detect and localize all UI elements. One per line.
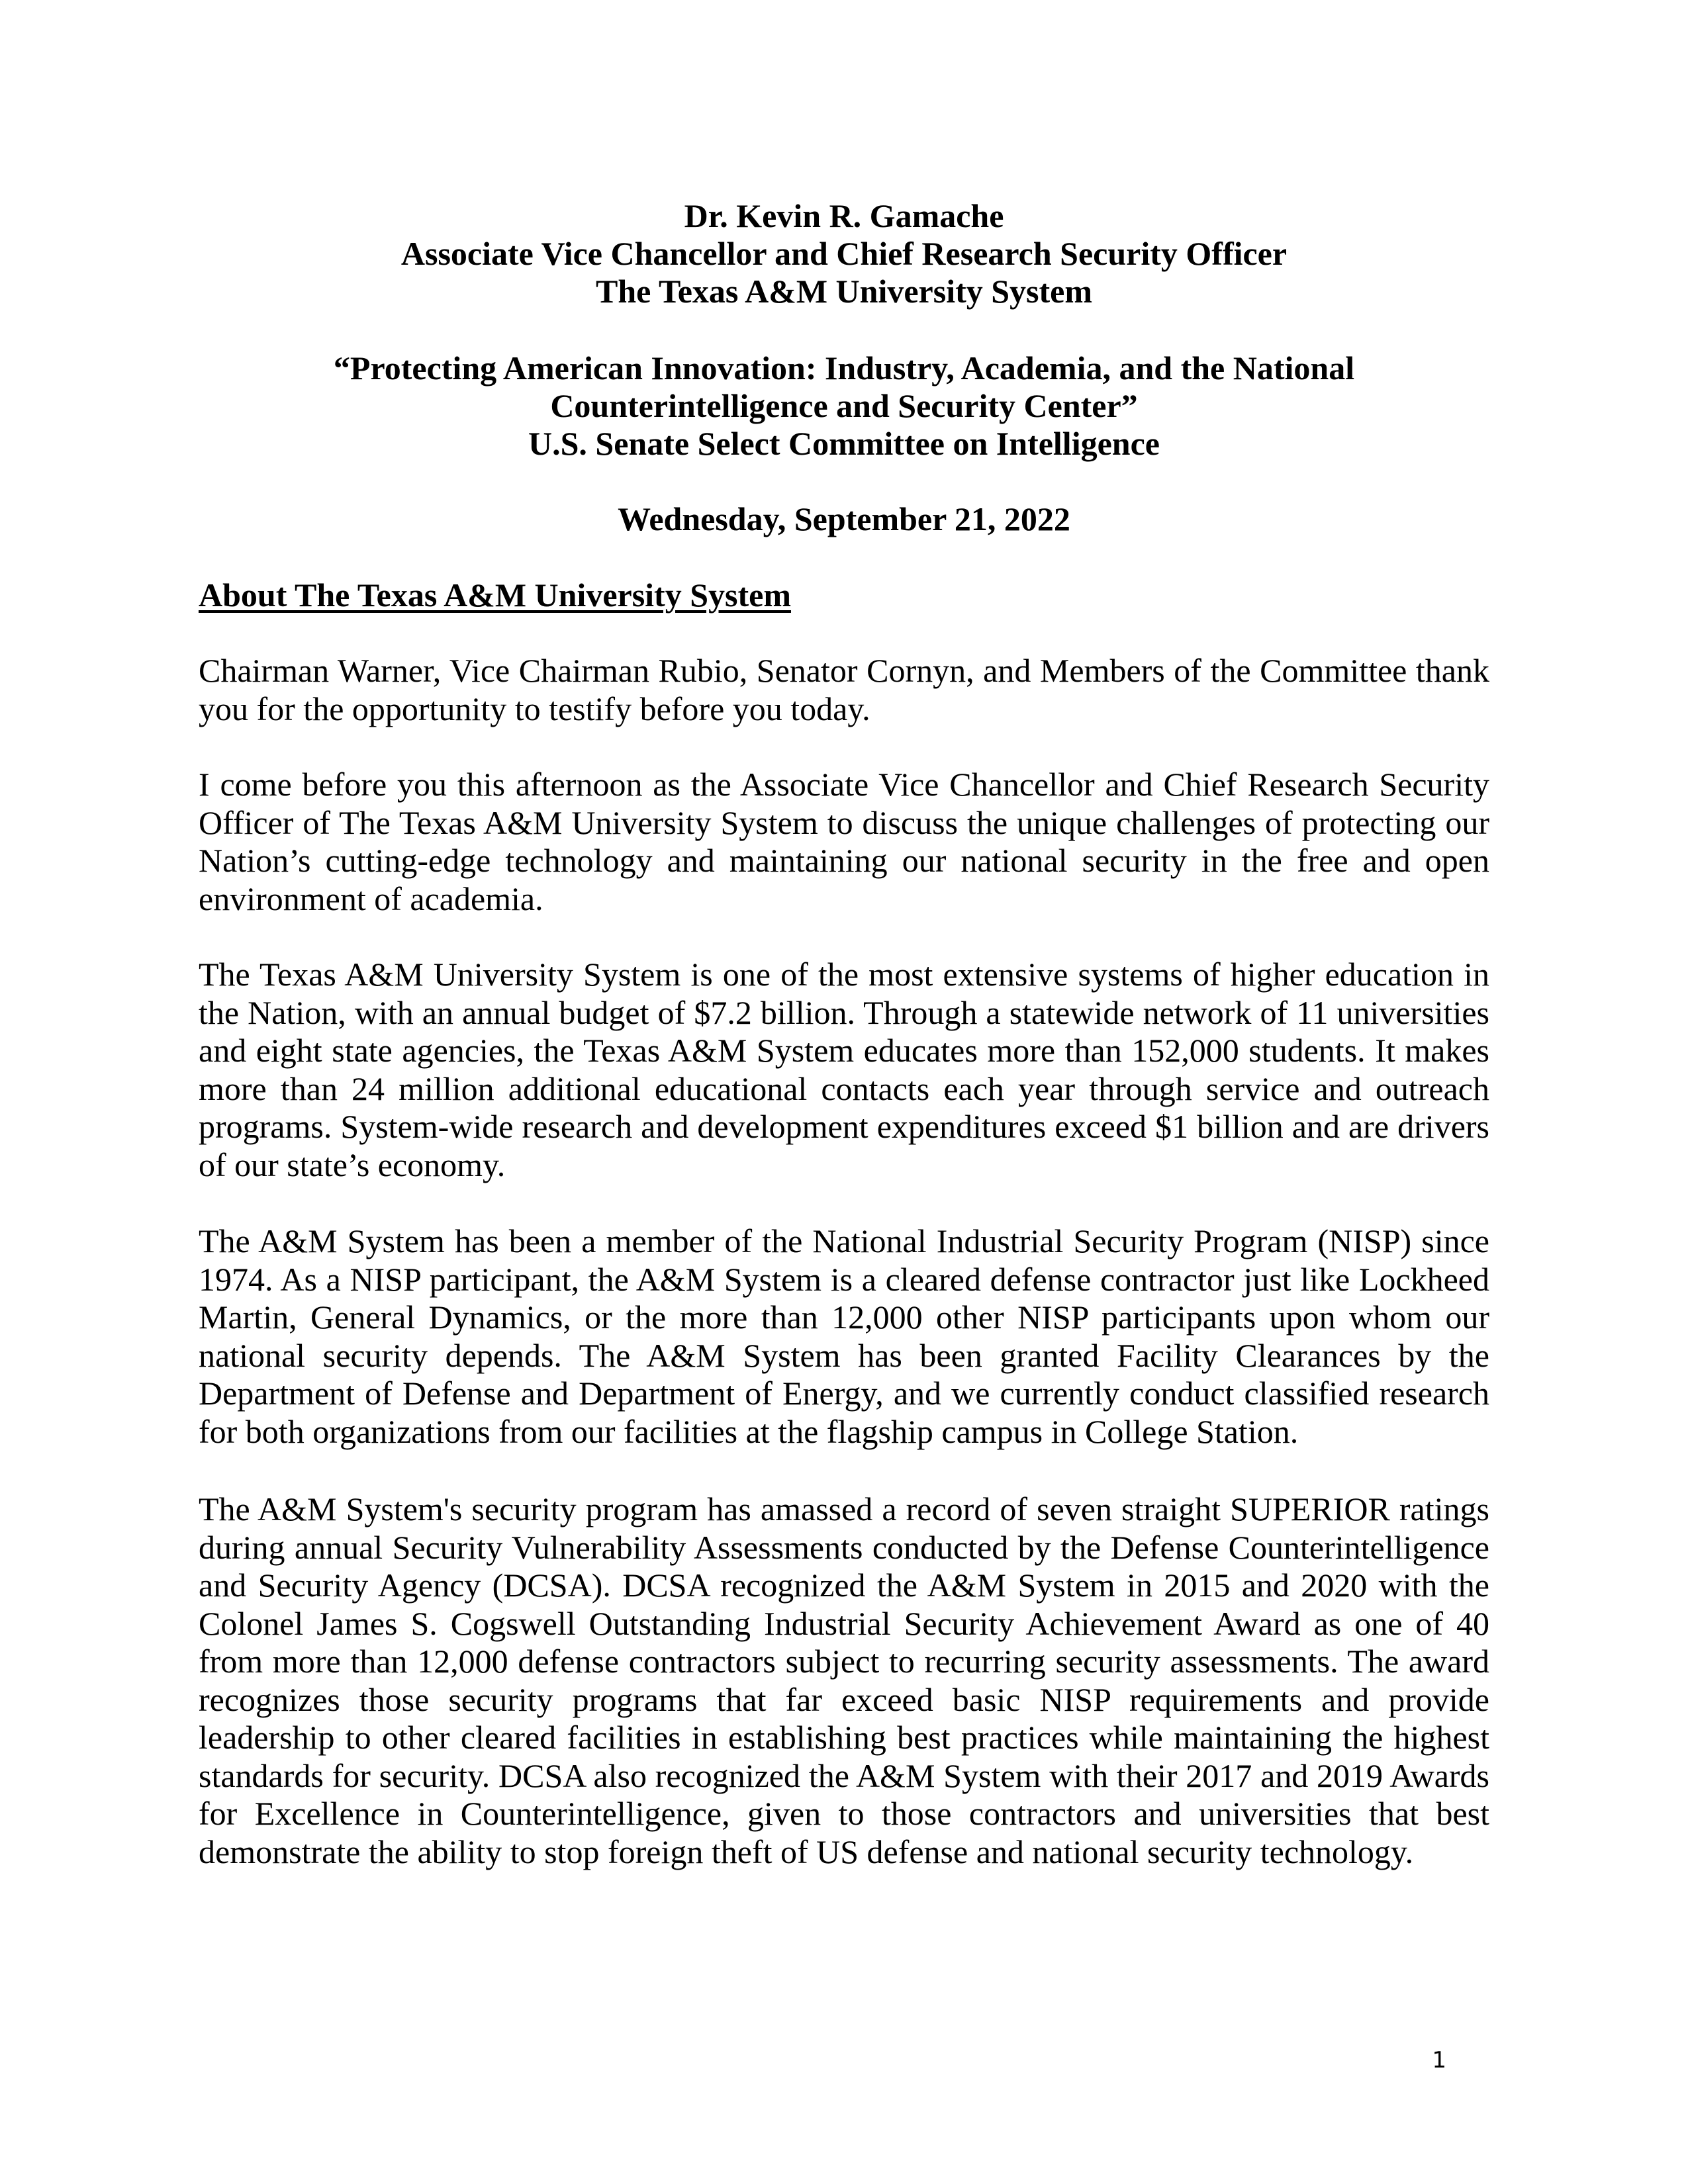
paragraph-system-overview: The Texas A&M University System is one of the most extensive systems of higher education in the Nation, with an annual budget of $7.2 billion. Through a statewide network of 11 universities and eight state agencies, the Texas A&M System educates more than 152,000 students. It makes more than 24 million additional educational contacts each year through service and outreach programs. System-wide research and development expenditures exceed $1 billion and are drivers of our state’s economy. xyxy=(199,956,1489,1183)
committee-name: U.S. Senate Select Committee on Intelligence xyxy=(528,425,1160,462)
paragraph-nisp-membership: The A&M System has been a member of the National Industrial Security Program (NISP) since 1974. As a NISP participant, the A&M System is a cleared defense contractor just like Lockheed Martin, General Dynamics, or the more than 12,000 other NISP participants upon whom our national security depends. The A&M System has been granted Facility Clearances by the Department of Defense and Department of Energy, and we currently conduct classified research for both organizations from our facilities at the flagship campus in College Station. xyxy=(199,1222,1489,1450)
paragraph-security-awards: The A&M System's security program has amassed a record of seven straight SUPERIOR ratings during annual Security Vulnerability Assessments conducted by the Defense Counterintelligence and Security Agency (DCSA). DCSA recognized the A&M System in 2015 and 2020 with the Colonel James S. Cogswell Outstanding Industrial Security Achievement Award as one of 40 from more than 12,000 defense contractors subject to recurring security assessments. The award recognizes those security programs that far exceed basic NISP requirements and provide leadership to other cleared facilities in establishing best practices while maintaining the highest standards for security. DCSA also recognized the A&M System with their 2017 and 2019 Awards for Excellence in Counterintelligence, given to those contractors and universities that best demonstrate the ability to stop foreign theft of US defense and national security technology. xyxy=(199,1490,1489,1870)
paragraph-introduction: I come before you this afternoon as the Associate Vice Chancellor and Chief Research Security Officer of The Texas A&M University System to discuss the unique challenges of protecting our Nation’s cutting-edge technology and maintaining our national security in the free and open environment of academia. xyxy=(199,766,1489,917)
document-page xyxy=(199,0,1489,2184)
hearing-title-line-1: “Protecting American Innovation: Industry, Academia, and the National xyxy=(333,349,1355,387)
page-number: 1 xyxy=(1432,2047,1446,2073)
section-heading: About The Texas A&M University System xyxy=(199,576,791,614)
hearing-header xyxy=(199,349,1489,463)
paragraph-opening: Chairman Warner, Vice Chairman Rubio, Senator Cornyn, and Members of the Committee thank you for the opportunity to testify before you today. xyxy=(199,652,1489,727)
witness-institution: The Texas A&M University System xyxy=(596,273,1092,310)
witness-header xyxy=(199,197,1489,310)
witness-position: Associate Vice Chancellor and Chief Research Security Officer xyxy=(400,235,1288,272)
hearing-date: Wednesday, September 21, 2022 xyxy=(618,500,1070,537)
witness-name: Dr. Kevin R. Gamache xyxy=(684,197,1004,234)
hearing-title-line-2: Counterintelligence and Security Center” xyxy=(550,387,1138,424)
